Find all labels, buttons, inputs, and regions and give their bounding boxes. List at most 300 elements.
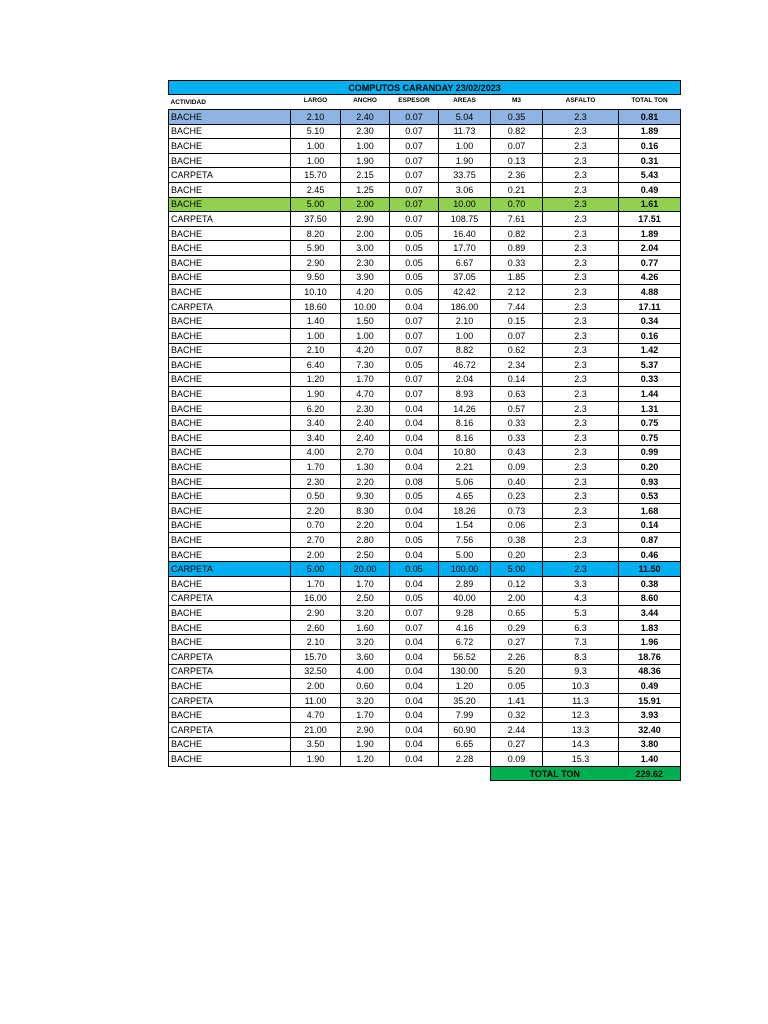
cell-total-ton[interactable]: 3.80 <box>619 737 681 752</box>
cell-espesor[interactable]: 0.07 <box>390 168 439 183</box>
cell-espesor[interactable]: 0.07 <box>390 212 439 227</box>
cell-actividad[interactable]: BACHE <box>169 547 291 562</box>
cell-m3[interactable]: 0.09 <box>491 460 543 475</box>
cell-espesor[interactable]: 0.07 <box>390 110 439 125</box>
cell-ancho[interactable]: 4.00 <box>341 664 390 679</box>
cell-ancho[interactable]: 3.90 <box>341 270 390 285</box>
cell-actividad[interactable]: BACHE <box>169 110 291 125</box>
cell-areas[interactable]: 8.16 <box>439 416 491 431</box>
cell-ancho[interactable]: 1.00 <box>341 328 390 343</box>
cell-ancho[interactable]: 2.00 <box>341 226 390 241</box>
cell-asfalto[interactable]: 14.3 <box>543 737 619 752</box>
cell-m3[interactable]: 5.00 <box>491 562 543 577</box>
cell-espesor[interactable]: 0.07 <box>390 387 439 402</box>
cell-total-ton[interactable]: 0.49 <box>619 679 681 694</box>
cell-largo[interactable]: 3.50 <box>291 737 341 752</box>
cell-areas[interactable]: 1.00 <box>439 328 491 343</box>
cell-actividad[interactable]: BACHE <box>169 518 291 533</box>
cell-actividad[interactable]: BACHE <box>169 737 291 752</box>
cell-actividad[interactable]: CARPETA <box>169 722 291 737</box>
cell-ancho[interactable]: 2.70 <box>341 445 390 460</box>
cell-espesor[interactable]: 0.07 <box>390 124 439 139</box>
cell-m3[interactable]: 0.07 <box>491 139 543 154</box>
cell-m3[interactable]: 2.00 <box>491 591 543 606</box>
cell-total-ton[interactable]: 4.26 <box>619 270 681 285</box>
cell-m3[interactable]: 0.07 <box>491 328 543 343</box>
cell-ancho[interactable]: 3.60 <box>341 649 390 664</box>
cell-largo[interactable]: 1.90 <box>291 387 341 402</box>
cell-actividad[interactable]: BACHE <box>169 620 291 635</box>
cell-areas[interactable]: 2.89 <box>439 577 491 592</box>
cell-asfalto[interactable]: 2.3 <box>543 212 619 227</box>
cell-total-ton[interactable]: 11.50 <box>619 562 681 577</box>
cell-largo[interactable]: 16.00 <box>291 591 341 606</box>
cell-m3[interactable]: 0.29 <box>491 620 543 635</box>
cell-total-ton[interactable]: 0.46 <box>619 547 681 562</box>
cell-espesor[interactable]: 0.05 <box>390 285 439 300</box>
cell-ancho[interactable]: 1.90 <box>341 737 390 752</box>
cell-total-ton[interactable]: 0.81 <box>619 110 681 125</box>
cell-largo[interactable]: 9.50 <box>291 270 341 285</box>
cell-largo[interactable]: 1.20 <box>291 372 341 387</box>
cell-espesor[interactable]: 0.04 <box>390 416 439 431</box>
cell-asfalto[interactable]: 9.3 <box>543 664 619 679</box>
cell-areas[interactable]: 4.65 <box>439 489 491 504</box>
cell-m3[interactable]: 5.20 <box>491 664 543 679</box>
cell-areas[interactable]: 18.26 <box>439 504 491 519</box>
cell-largo[interactable]: 15.70 <box>291 168 341 183</box>
cell-largo[interactable]: 5.00 <box>291 562 341 577</box>
cell-m3[interactable]: 0.82 <box>491 124 543 139</box>
cell-asfalto[interactable]: 2.3 <box>543 226 619 241</box>
cell-ancho[interactable]: 10.00 <box>341 299 390 314</box>
cell-ancho[interactable]: 2.30 <box>341 255 390 270</box>
cell-espesor[interactable]: 0.04 <box>390 504 439 519</box>
cell-total-ton[interactable]: 17.11 <box>619 299 681 314</box>
cell-asfalto[interactable]: 5.3 <box>543 606 619 621</box>
cell-ancho[interactable]: 1.00 <box>341 139 390 154</box>
cell-areas[interactable]: 33.75 <box>439 168 491 183</box>
cell-total-ton[interactable]: 0.34 <box>619 314 681 329</box>
cell-actividad[interactable]: BACHE <box>169 708 291 723</box>
cell-m3[interactable]: 1.41 <box>491 693 543 708</box>
cell-total-ton[interactable]: 0.33 <box>619 372 681 387</box>
cell-largo[interactable]: 2.90 <box>291 606 341 621</box>
cell-ancho[interactable]: 1.50 <box>341 314 390 329</box>
cell-total-ton[interactable]: 0.16 <box>619 139 681 154</box>
cell-actividad[interactable]: CARPETA <box>169 299 291 314</box>
cell-espesor[interactable]: 0.04 <box>390 547 439 562</box>
cell-ancho[interactable]: 7.30 <box>341 358 390 373</box>
cell-total-ton[interactable]: 18.76 <box>619 649 681 664</box>
cell-largo[interactable]: 10.10 <box>291 285 341 300</box>
cell-espesor[interactable]: 0.05 <box>390 591 439 606</box>
cell-asfalto[interactable]: 2.3 <box>543 270 619 285</box>
cell-largo[interactable]: 1.00 <box>291 153 341 168</box>
cell-m3[interactable]: 2.44 <box>491 722 543 737</box>
cell-largo[interactable]: 6.40 <box>291 358 341 373</box>
cell-actividad[interactable]: BACHE <box>169 226 291 241</box>
cell-m3[interactable]: 2.12 <box>491 285 543 300</box>
cell-total-ton[interactable]: 2.04 <box>619 241 681 256</box>
cell-largo[interactable]: 2.10 <box>291 110 341 125</box>
cell-total-ton[interactable]: 32.40 <box>619 722 681 737</box>
cell-asfalto[interactable]: 6.3 <box>543 620 619 635</box>
cell-asfalto[interactable]: 2.3 <box>543 343 619 358</box>
header-largo[interactable]: LARGO <box>291 95 341 110</box>
cell-espesor[interactable]: 0.04 <box>390 518 439 533</box>
cell-total-ton[interactable]: 1.83 <box>619 620 681 635</box>
cell-actividad[interactable]: CARPETA <box>169 562 291 577</box>
cell-espesor[interactable]: 0.04 <box>390 722 439 737</box>
cell-ancho[interactable]: 2.20 <box>341 474 390 489</box>
cell-actividad[interactable]: BACHE <box>169 285 291 300</box>
cell-m3[interactable]: 0.27 <box>491 737 543 752</box>
cell-ancho[interactable]: 2.20 <box>341 518 390 533</box>
cell-m3[interactable]: 2.36 <box>491 168 543 183</box>
cell-largo[interactable]: 2.70 <box>291 533 341 548</box>
cell-actividad[interactable]: BACHE <box>169 752 291 767</box>
cell-espesor[interactable]: 0.05 <box>390 489 439 504</box>
cell-largo[interactable]: 2.00 <box>291 679 341 694</box>
cell-areas[interactable]: 100.00 <box>439 562 491 577</box>
cell-areas[interactable]: 17.70 <box>439 241 491 256</box>
cell-ancho[interactable]: 20.00 <box>341 562 390 577</box>
cell-ancho[interactable]: 1.20 <box>341 752 390 767</box>
cell-largo[interactable]: 2.60 <box>291 620 341 635</box>
cell-espesor[interactable]: 0.04 <box>390 445 439 460</box>
cell-actividad[interactable]: BACHE <box>169 679 291 694</box>
cell-areas[interactable]: 56.52 <box>439 649 491 664</box>
cell-areas[interactable]: 2.10 <box>439 314 491 329</box>
cell-ancho[interactable]: 2.90 <box>341 722 390 737</box>
cell-areas[interactable]: 11.73 <box>439 124 491 139</box>
cell-actividad[interactable]: BACHE <box>169 255 291 270</box>
cell-total-ton[interactable]: 3.44 <box>619 606 681 621</box>
cell-m3[interactable]: 0.40 <box>491 474 543 489</box>
cell-areas[interactable]: 8.93 <box>439 387 491 402</box>
cell-actividad[interactable]: BACHE <box>169 577 291 592</box>
cell-areas[interactable]: 6.65 <box>439 737 491 752</box>
cell-m3[interactable]: 2.34 <box>491 358 543 373</box>
cell-actividad[interactable]: BACHE <box>169 606 291 621</box>
cell-areas[interactable]: 1.00 <box>439 139 491 154</box>
cell-total-ton[interactable]: 0.16 <box>619 328 681 343</box>
cell-areas[interactable]: 46.72 <box>439 358 491 373</box>
cell-largo[interactable]: 4.70 <box>291 708 341 723</box>
cell-largo[interactable]: 1.00 <box>291 139 341 154</box>
cell-espesor[interactable]: 0.04 <box>390 737 439 752</box>
cell-total-ton[interactable]: 0.38 <box>619 577 681 592</box>
cell-m3[interactable]: 0.21 <box>491 182 543 197</box>
cell-m3[interactable]: 0.70 <box>491 197 543 212</box>
cell-areas[interactable]: 3.06 <box>439 182 491 197</box>
cell-areas[interactable]: 14.26 <box>439 401 491 416</box>
cell-total-ton[interactable]: 5.37 <box>619 358 681 373</box>
cell-areas[interactable]: 35.20 <box>439 693 491 708</box>
cell-total-ton[interactable]: 1.89 <box>619 124 681 139</box>
cell-areas[interactable]: 186.00 <box>439 299 491 314</box>
cell-asfalto[interactable]: 7.3 <box>543 635 619 650</box>
cell-asfalto[interactable]: 2.3 <box>543 474 619 489</box>
cell-actividad[interactable]: BACHE <box>169 533 291 548</box>
cell-areas[interactable]: 7.56 <box>439 533 491 548</box>
cell-areas[interactable]: 4.16 <box>439 620 491 635</box>
cell-actividad[interactable]: BACHE <box>169 153 291 168</box>
cell-asfalto[interactable]: 2.3 <box>543 401 619 416</box>
cell-ancho[interactable]: 2.40 <box>341 416 390 431</box>
cell-largo[interactable]: 1.90 <box>291 752 341 767</box>
cell-ancho[interactable]: 4.20 <box>341 285 390 300</box>
cell-largo[interactable]: 6.20 <box>291 401 341 416</box>
cell-m3[interactable]: 0.12 <box>491 577 543 592</box>
cell-total-ton[interactable]: 1.31 <box>619 401 681 416</box>
cell-largo[interactable]: 18.60 <box>291 299 341 314</box>
cell-total-ton[interactable]: 1.40 <box>619 752 681 767</box>
cell-m3[interactable]: 0.06 <box>491 518 543 533</box>
cell-total-ton[interactable]: 4.88 <box>619 285 681 300</box>
cell-asfalto[interactable]: 2.3 <box>543 241 619 256</box>
cell-total-ton[interactable]: 1.68 <box>619 504 681 519</box>
cell-largo[interactable]: 5.00 <box>291 197 341 212</box>
cell-areas[interactable]: 10.80 <box>439 445 491 460</box>
cell-total-ton[interactable]: 0.99 <box>619 445 681 460</box>
cell-ancho[interactable]: 2.15 <box>341 168 390 183</box>
cell-ancho[interactable]: 1.70 <box>341 372 390 387</box>
cell-m3[interactable]: 0.15 <box>491 314 543 329</box>
cell-espesor[interactable]: 0.04 <box>390 693 439 708</box>
cell-espesor[interactable]: 0.05 <box>390 241 439 256</box>
cell-m3[interactable]: 1.85 <box>491 270 543 285</box>
cell-ancho[interactable]: 1.60 <box>341 620 390 635</box>
cell-ancho[interactable]: 1.30 <box>341 460 390 475</box>
cell-ancho[interactable]: 2.30 <box>341 401 390 416</box>
cell-m3[interactable]: 0.57 <box>491 401 543 416</box>
cell-espesor[interactable]: 0.07 <box>390 606 439 621</box>
cell-actividad[interactable]: CARPETA <box>169 212 291 227</box>
cell-asfalto[interactable]: 2.3 <box>543 255 619 270</box>
cell-asfalto[interactable]: 2.3 <box>543 328 619 343</box>
cell-asfalto[interactable]: 2.3 <box>543 358 619 373</box>
cell-largo[interactable]: 0.50 <box>291 489 341 504</box>
cell-m3[interactable]: 0.62 <box>491 343 543 358</box>
cell-actividad[interactable]: BACHE <box>169 460 291 475</box>
cell-total-ton[interactable]: 0.49 <box>619 182 681 197</box>
cell-asfalto[interactable]: 2.3 <box>543 547 619 562</box>
cell-asfalto[interactable]: 2.3 <box>543 285 619 300</box>
cell-ancho[interactable]: 1.90 <box>341 153 390 168</box>
cell-total-ton[interactable]: 0.77 <box>619 255 681 270</box>
cell-total-ton[interactable]: 8.60 <box>619 591 681 606</box>
cell-ancho[interactable]: 2.90 <box>341 212 390 227</box>
cell-total-ton[interactable]: 17.51 <box>619 212 681 227</box>
cell-areas[interactable]: 5.00 <box>439 547 491 562</box>
cell-areas[interactable]: 10.00 <box>439 197 491 212</box>
cell-actividad[interactable]: CARPETA <box>169 664 291 679</box>
cell-espesor[interactable]: 0.04 <box>390 431 439 446</box>
cell-ancho[interactable]: 3.20 <box>341 606 390 621</box>
cell-largo[interactable]: 1.40 <box>291 314 341 329</box>
cell-asfalto[interactable]: 2.3 <box>543 197 619 212</box>
cell-m3[interactable]: 7.44 <box>491 299 543 314</box>
cell-areas[interactable]: 130.00 <box>439 664 491 679</box>
cell-actividad[interactable]: BACHE <box>169 372 291 387</box>
cell-espesor[interactable]: 0.04 <box>390 664 439 679</box>
cell-largo[interactable]: 4.00 <box>291 445 341 460</box>
cell-areas[interactable]: 42.42 <box>439 285 491 300</box>
cell-actividad[interactable]: BACHE <box>169 358 291 373</box>
cell-ancho[interactable]: 2.50 <box>341 547 390 562</box>
cell-asfalto[interactable]: 11.3 <box>543 693 619 708</box>
cell-ancho[interactable]: 3.20 <box>341 635 390 650</box>
cell-ancho[interactable]: 8.30 <box>341 504 390 519</box>
cell-ancho[interactable]: 1.70 <box>341 577 390 592</box>
cell-asfalto[interactable]: 2.3 <box>543 314 619 329</box>
cell-total-ton[interactable]: 48.36 <box>619 664 681 679</box>
cell-actividad[interactable]: BACHE <box>169 343 291 358</box>
total-label[interactable]: TOTAL TON <box>491 766 619 781</box>
cell-areas[interactable]: 40.00 <box>439 591 491 606</box>
cell-largo[interactable]: 1.70 <box>291 460 341 475</box>
cell-m3[interactable]: 0.65 <box>491 606 543 621</box>
cell-ancho[interactable]: 3.00 <box>341 241 390 256</box>
cell-espesor[interactable]: 0.05 <box>390 533 439 548</box>
cell-espesor[interactable]: 0.05 <box>390 255 439 270</box>
cell-asfalto[interactable]: 2.3 <box>543 299 619 314</box>
cell-largo[interactable]: 2.00 <box>291 547 341 562</box>
cell-actividad[interactable]: BACHE <box>169 270 291 285</box>
cell-asfalto[interactable]: 8.3 <box>543 649 619 664</box>
cell-m3[interactable]: 0.27 <box>491 635 543 650</box>
cell-largo[interactable]: 11.00 <box>291 693 341 708</box>
cell-areas[interactable]: 2.04 <box>439 372 491 387</box>
cell-actividad[interactable]: BACHE <box>169 182 291 197</box>
cell-espesor[interactable]: 0.07 <box>390 182 439 197</box>
cell-asfalto[interactable]: 2.3 <box>543 518 619 533</box>
cell-total-ton[interactable]: 1.96 <box>619 635 681 650</box>
cell-asfalto[interactable]: 2.3 <box>543 387 619 402</box>
cell-largo[interactable]: 32.50 <box>291 664 341 679</box>
total-value[interactable]: 229.62 <box>619 766 681 781</box>
cell-areas[interactable]: 1.54 <box>439 518 491 533</box>
cell-ancho[interactable]: 1.25 <box>341 182 390 197</box>
cell-largo[interactable]: 2.20 <box>291 504 341 519</box>
cell-actividad[interactable]: BACHE <box>169 416 291 431</box>
cell-actividad[interactable]: BACHE <box>169 635 291 650</box>
cell-total-ton[interactable]: 0.31 <box>619 153 681 168</box>
cell-m3[interactable]: 0.13 <box>491 153 543 168</box>
cell-total-ton[interactable]: 3.93 <box>619 708 681 723</box>
cell-total-ton[interactable]: 0.20 <box>619 460 681 475</box>
cell-actividad[interactable]: BACHE <box>169 474 291 489</box>
cell-areas[interactable]: 5.04 <box>439 110 491 125</box>
cell-asfalto[interactable]: 2.3 <box>543 489 619 504</box>
cell-m3[interactable]: 0.82 <box>491 226 543 241</box>
header-total-ton[interactable]: TOTAL TON <box>619 95 681 110</box>
cell-areas[interactable]: 6.72 <box>439 635 491 650</box>
cell-asfalto[interactable]: 2.3 <box>543 562 619 577</box>
cell-m3[interactable]: 0.73 <box>491 504 543 519</box>
cell-areas[interactable]: 8.82 <box>439 343 491 358</box>
cell-largo[interactable]: 15.70 <box>291 649 341 664</box>
cell-espesor[interactable]: 0.05 <box>390 226 439 241</box>
cell-m3[interactable]: 0.23 <box>491 489 543 504</box>
cell-largo[interactable]: 2.30 <box>291 474 341 489</box>
cell-m3[interactable]: 0.89 <box>491 241 543 256</box>
cell-areas[interactable]: 7.99 <box>439 708 491 723</box>
cell-actividad[interactable]: CARPETA <box>169 168 291 183</box>
header-m3[interactable]: M3 <box>491 95 543 110</box>
cell-largo[interactable]: 2.10 <box>291 635 341 650</box>
cell-areas[interactable]: 108.75 <box>439 212 491 227</box>
cell-espesor[interactable]: 0.04 <box>390 401 439 416</box>
cell-actividad[interactable]: BACHE <box>169 328 291 343</box>
cell-m3[interactable]: 0.32 <box>491 708 543 723</box>
cell-asfalto[interactable]: 3.3 <box>543 577 619 592</box>
cell-asfalto[interactable]: 2.3 <box>543 182 619 197</box>
cell-total-ton[interactable]: 0.75 <box>619 431 681 446</box>
cell-areas[interactable]: 2.28 <box>439 752 491 767</box>
cell-m3[interactable]: 2.26 <box>491 649 543 664</box>
cell-m3[interactable]: 0.09 <box>491 752 543 767</box>
cell-m3[interactable]: 0.33 <box>491 431 543 446</box>
header-ancho[interactable]: ANCHO <box>341 95 390 110</box>
cell-espesor[interactable]: 0.04 <box>390 299 439 314</box>
sheet-title[interactable]: COMPUTOS CARANDAY 23/02/2023 <box>169 81 681 95</box>
cell-areas[interactable]: 6.67 <box>439 255 491 270</box>
cell-actividad[interactable]: BACHE <box>169 197 291 212</box>
cell-ancho[interactable]: 4.20 <box>341 343 390 358</box>
cell-espesor[interactable]: 0.07 <box>390 139 439 154</box>
cell-largo[interactable]: 1.00 <box>291 328 341 343</box>
cell-actividad[interactable]: BACHE <box>169 504 291 519</box>
cell-asfalto[interactable]: 2.3 <box>543 504 619 519</box>
cell-ancho[interactable]: 2.40 <box>341 431 390 446</box>
cell-ancho[interactable]: 9.30 <box>341 489 390 504</box>
cell-total-ton[interactable]: 0.75 <box>619 416 681 431</box>
cell-espesor[interactable]: 0.04 <box>390 635 439 650</box>
cell-m3[interactable]: 0.35 <box>491 110 543 125</box>
cell-total-ton[interactable]: 0.93 <box>619 474 681 489</box>
cell-m3[interactable]: 7.61 <box>491 212 543 227</box>
header-actividad[interactable]: ACTIVIDAD <box>169 95 291 110</box>
cell-actividad[interactable]: BACHE <box>169 241 291 256</box>
cell-asfalto[interactable]: 13.3 <box>543 722 619 737</box>
cell-total-ton[interactable]: 0.53 <box>619 489 681 504</box>
cell-espesor[interactable]: 0.04 <box>390 460 439 475</box>
cell-largo[interactable]: 3.40 <box>291 416 341 431</box>
cell-areas[interactable]: 5.06 <box>439 474 491 489</box>
cell-espesor[interactable]: 0.07 <box>390 372 439 387</box>
cell-espesor[interactable]: 0.08 <box>390 474 439 489</box>
cell-asfalto[interactable]: 2.3 <box>543 445 619 460</box>
cell-largo[interactable]: 5.90 <box>291 241 341 256</box>
cell-asfalto[interactable]: 2.3 <box>543 124 619 139</box>
cell-total-ton[interactable]: 0.14 <box>619 518 681 533</box>
cell-ancho[interactable]: 2.40 <box>341 110 390 125</box>
cell-asfalto[interactable]: 2.3 <box>543 110 619 125</box>
cell-espesor[interactable]: 0.05 <box>390 270 439 285</box>
cell-espesor[interactable]: 0.07 <box>390 328 439 343</box>
cell-espesor[interactable]: 0.07 <box>390 197 439 212</box>
cell-espesor[interactable]: 0.04 <box>390 679 439 694</box>
cell-actividad[interactable]: BACHE <box>169 401 291 416</box>
cell-ancho[interactable]: 1.70 <box>341 708 390 723</box>
cell-m3[interactable]: 0.43 <box>491 445 543 460</box>
cell-total-ton[interactable]: 1.44 <box>619 387 681 402</box>
cell-total-ton[interactable]: 5.43 <box>619 168 681 183</box>
cell-asfalto[interactable]: 15.3 <box>543 752 619 767</box>
